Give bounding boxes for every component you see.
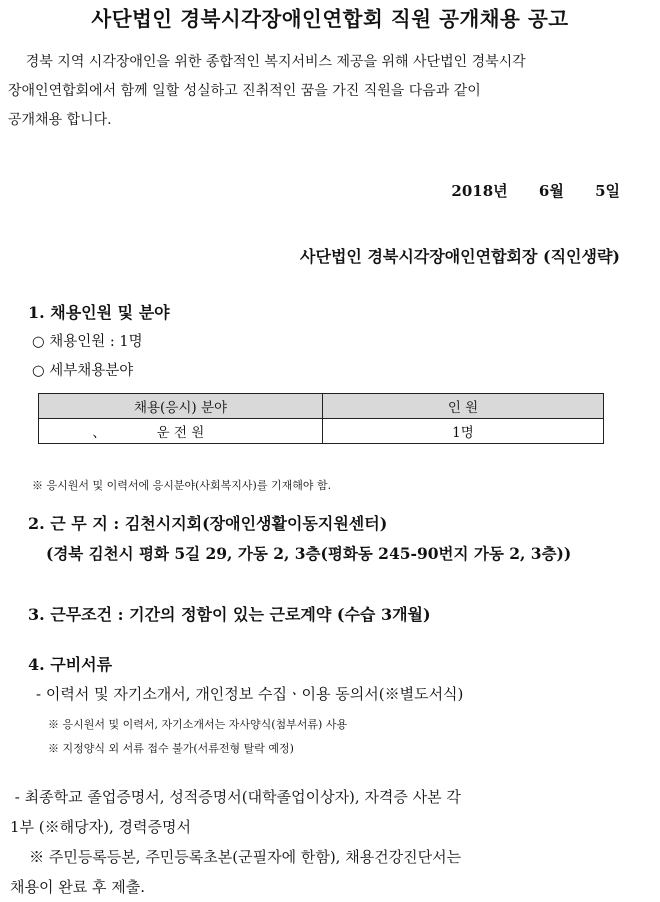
section4-item2: [10, 782, 650, 902]
intro-line: 경북 지역 시각장애인을 위한 종합적인 복지서비스 제공을 위해 사단법인 경북시각: [8, 54, 526, 70]
section3-heading: 3. 근무조건 : 기간의 정함이 있는 근로계약 (수습 3개월): [28, 605, 431, 624]
section4-item1: - 이력서 및 자기소개서, 개인정보 수집ㆍ이용 동의서(※별도서식): [36, 685, 464, 703]
header-count: 인 원: [323, 394, 604, 419]
section4-note2: ※ 지정양식 외 서류 접수 불가(서류전형 탈락 예정): [48, 742, 294, 755]
row-field: 운 전 원: [156, 425, 205, 441]
row-prefix: 、: [92, 425, 106, 441]
table-header-row: [39, 394, 604, 419]
date-month: 6월: [538, 182, 564, 200]
row-field-cell: [39, 419, 323, 444]
section4-item2-line: - 최종학교 졸업증명서, 성적증명서(대학졸업이상자), 자격증 사본 각: [10, 788, 461, 806]
table-row: [39, 419, 604, 444]
section1-item-field: ○ 세부채용분야: [32, 363, 134, 379]
intro-paragraph: [8, 48, 652, 135]
section1-note: ※ 응시원서 및 이력서에 응시분야(사회복지사)를 기재해야 함.: [32, 479, 332, 492]
section4-note1: ※ 응시원서 및 이력서, 자기소개서는 자사양식(첨부서류) 사용: [48, 718, 348, 731]
positions-table: [38, 393, 604, 444]
intro-line: 공개채용 합니다.: [8, 112, 112, 128]
row-count: 1명: [323, 419, 604, 444]
page-title: 사단법인 경북시각장애인연합회 직원 공개채용 공고: [91, 7, 569, 31]
section4-item2-line: 1부 (※해당자), 경력증명서: [10, 818, 191, 836]
section4-item3-line: 채용이 완료 후 제출.: [10, 878, 145, 896]
date-day: 5일: [595, 182, 620, 200]
header-field: 채용(응시) 분야: [39, 394, 323, 419]
issuer-signature: 사단법인 경북시각장애인연합회장 (직인생략): [300, 247, 620, 266]
section1-heading: 1. 채용인원 및 분야: [28, 303, 170, 322]
intro-line: 장애인연합회에서 함께 일할 성실하고 진취적인 꿈을 가진 직원을 다음과 같이: [8, 83, 481, 99]
section2-heading: 2. 근 무 지 : 김천시지회(장애인생활이동지원센터): [28, 514, 388, 533]
section1-item-count: ○ 채용인원 : 1명: [32, 334, 143, 350]
section4-item3-line: ※ 주민등록등본, 주민등록초본(군필자에 한함), 채용건강진단서는: [10, 848, 462, 866]
section4-heading: 4. 구비서류: [28, 655, 113, 674]
section2-address: (경북 김천시 평화 5길 29, 가동 2, 3층(평화동 245-90번지 가동 2, 3층)): [46, 544, 572, 563]
date-year: 2018년: [451, 182, 508, 200]
notice-date: [451, 180, 620, 201]
